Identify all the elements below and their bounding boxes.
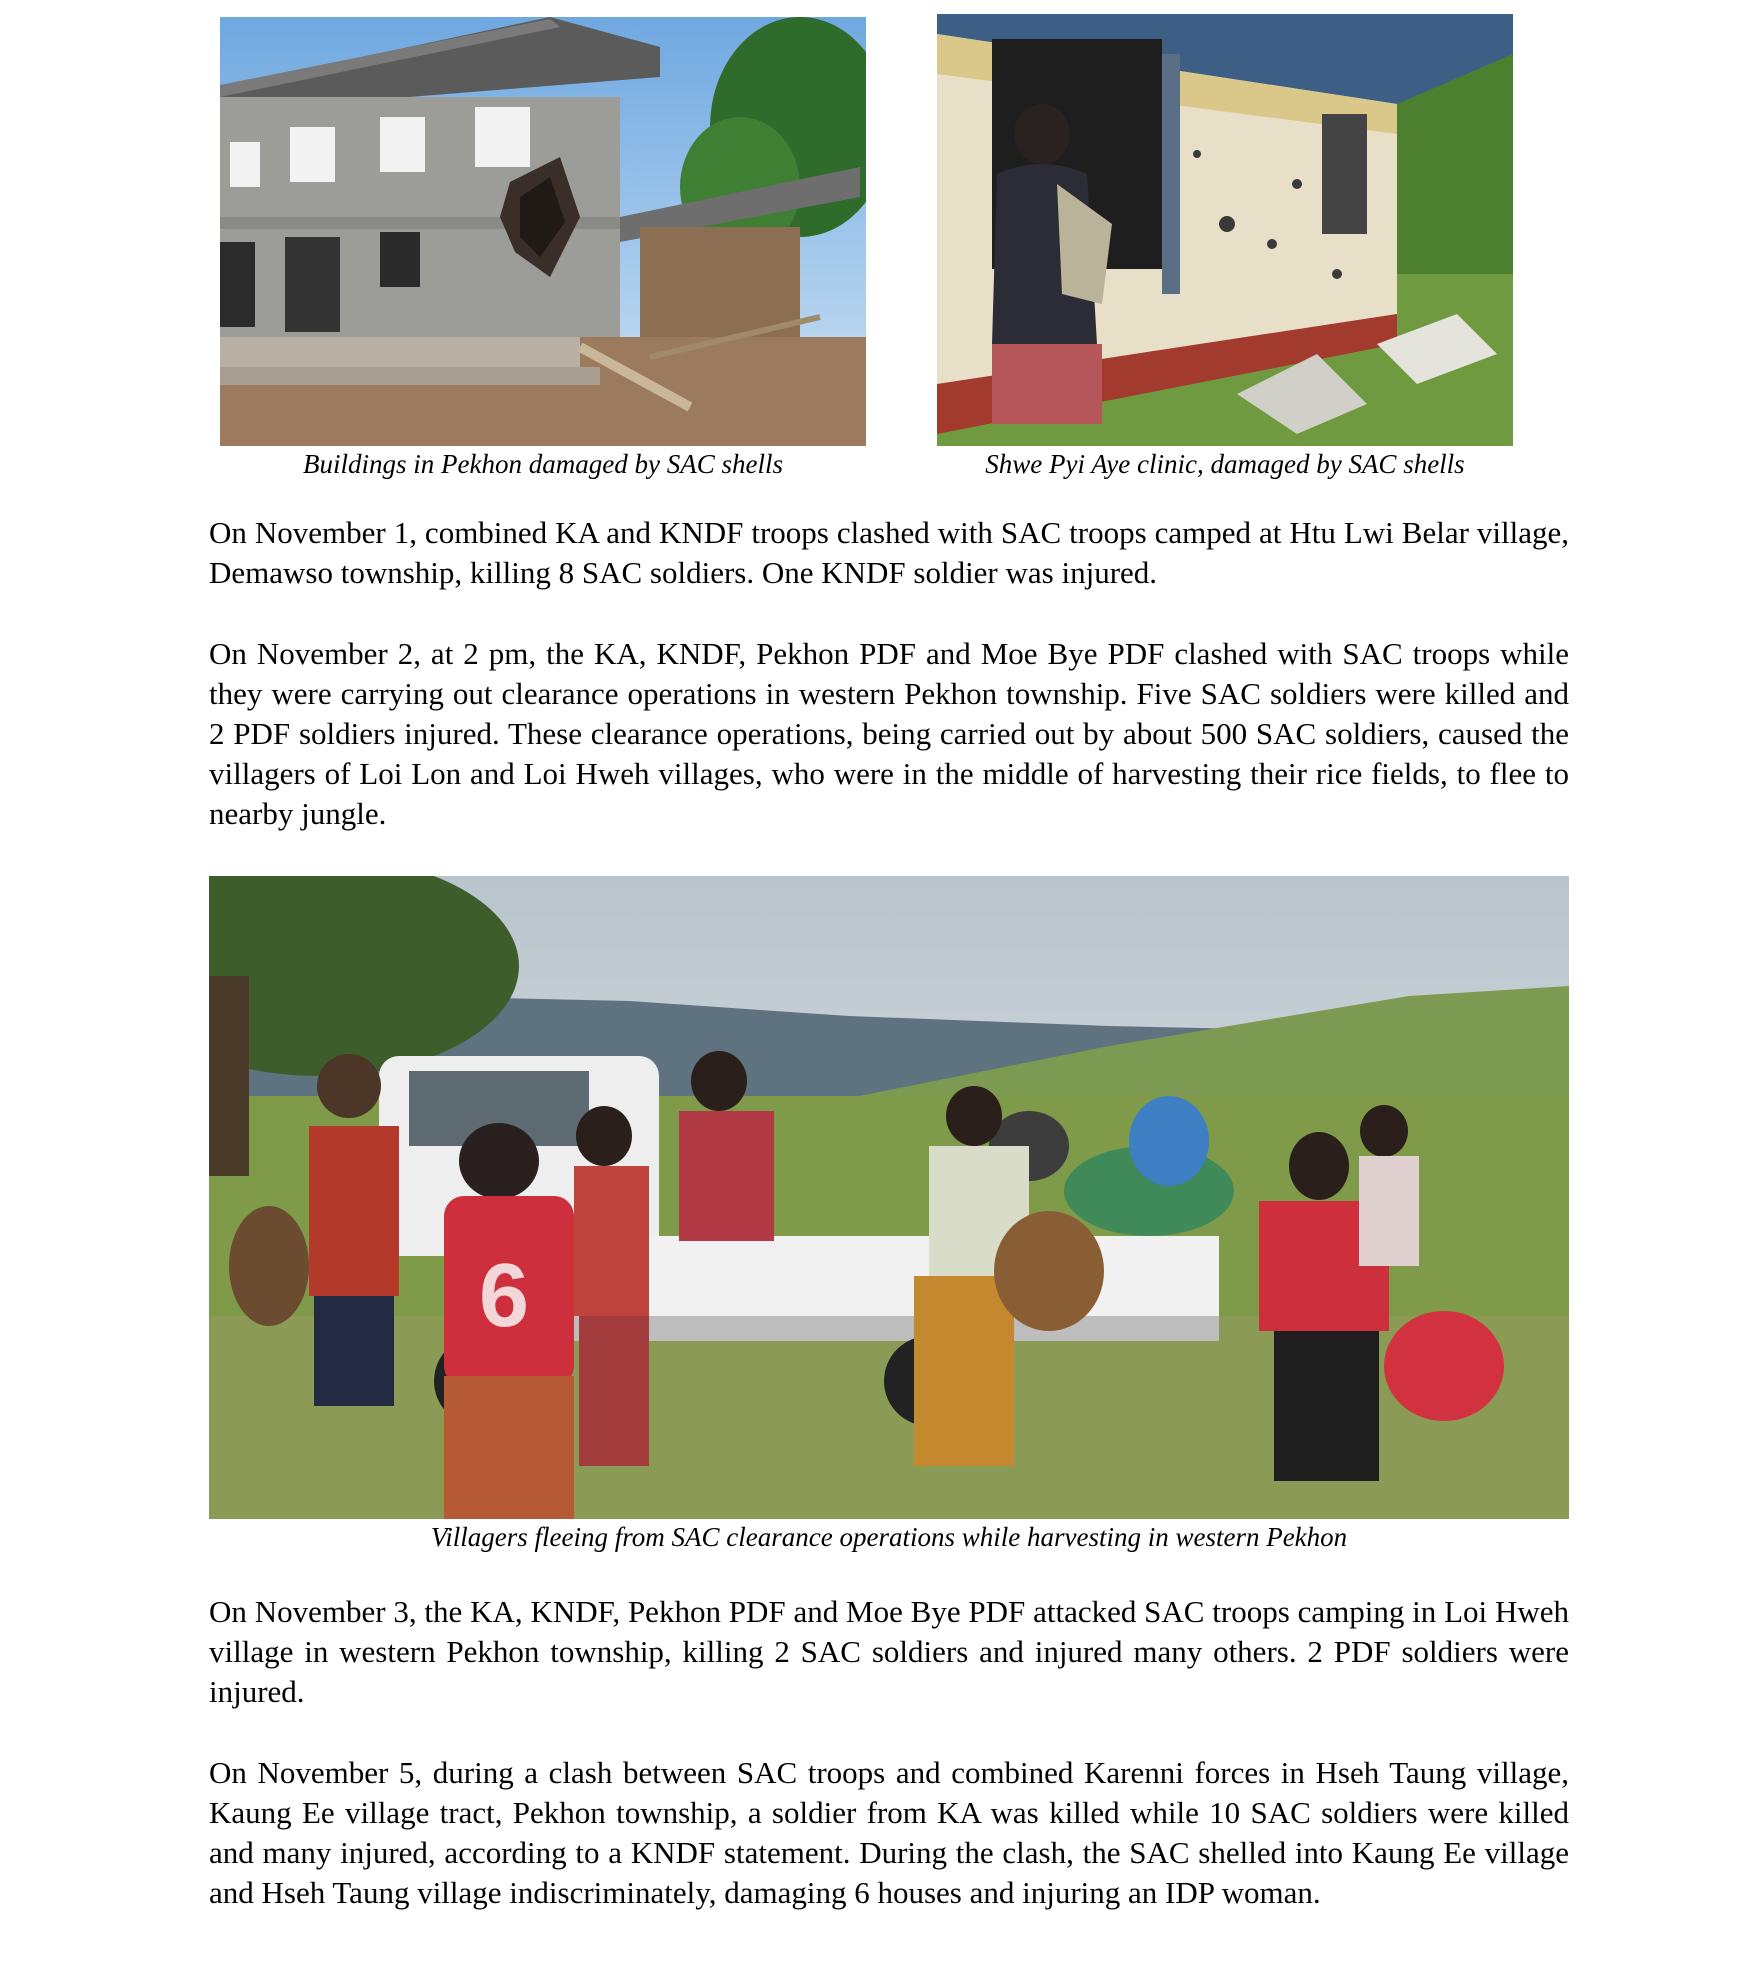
photo-villagers-fleeing — [209, 876, 1569, 1519]
damaged-building-image — [220, 17, 866, 446]
paragraph-november-5: On November 5, during a clash between SAC troops and combined Karenni forces in Hseh Taung village, Kaung Ee village tract, Pekhon township, a soldier from KA was killed while 10 SAC soldiers were killed and many injured, according to a KNDF statement. During the clash, the SAC shelled into Kaung Ee village and Hseh Taung village indiscriminately, damaging 6 houses and injuring an IDP woman. — [209, 1755, 1569, 1910]
damaged-clinic-image — [937, 14, 1513, 446]
photo-damaged-clinic — [937, 14, 1513, 446]
paragraph-november-3: On November 3, the KA, KNDF, Pekhon PDF and Moe Bye PDF attacked SAC troops camping in Loi Hweh village in western Pekhon township, killing 2 SAC soldiers and injured many others. 2 PDF soldiers were injured. — [209, 1594, 1569, 1709]
paragraph-november-1: On November 1, combined KA and KNDF troops clashed with SAC troops camped at Htu Lwi Belar village, Demawso township, killing 8 SAC soldiers. One KNDF soldier was injured. — [209, 515, 1569, 590]
villagers-fleeing-image — [209, 876, 1569, 1519]
caption-damaged-clinic: Shwe Pyi Aye clinic, damaged by SAC shells — [985, 449, 1465, 479]
caption-damaged-buildings: Buildings in Pekhon damaged by SAC shells — [303, 449, 783, 479]
shirt-number-text: 6 — [479, 1246, 530, 1346]
caption-villagers-fleeing: Villagers fleeing from SAC clearance operations while harvesting in western Pekhon — [430, 1522, 1348, 1552]
paragraph-november-2: On November 2, at 2 pm, the KA, KNDF, Pekhon PDF and Moe Bye PDF clashed with SAC troops while they were carrying out clearance operations in western Pekhon township. Five SAC soldiers were killed and 2 PDF soldiers injured. These clearance operations, being carried out by about 500 SAC soldiers, caused the villagers of Loi Lon and Loi Hweh villages, who were in the middle of harvesting their rice fields, to flee to nearby jungle. — [209, 636, 1569, 831]
photo-damaged-buildings — [220, 17, 866, 446]
